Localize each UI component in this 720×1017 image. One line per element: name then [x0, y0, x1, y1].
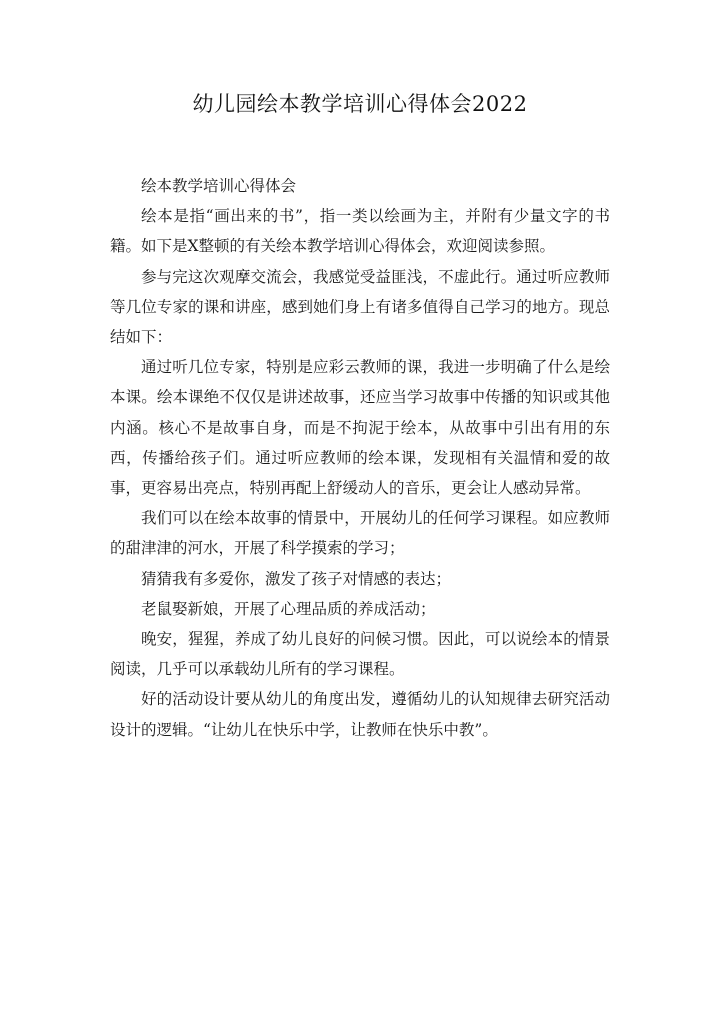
document-title: 幼儿园绘本教学培训心得体会2022: [192, 92, 528, 116]
document-body: [110, 171, 610, 745]
paragraph: 绘本是指“画出来的书”，指一类以绘画为主，并附有少量文字的书籍。如下是X整顿的有关绘本教学培训心得体会，欢迎阅读参照。: [110, 207, 610, 256]
paragraph: 好的活动设计要从幼儿的角度出发，遵循幼儿的认知规律去研究活动设计的逻辑。“让幼儿在快乐中学，让教师在快乐中教”。: [110, 690, 610, 739]
paragraph: 晚安，猩猩，养成了幼儿良好的问候习惯。因此，可以说绘本的情景阅读，几乎可以承载幼儿所有的学习课程。: [110, 630, 610, 679]
paragraph: 参与完这次观摩交流会，我感觉受益匪浅，不虚此行。通过听应教师等几位专家的课和讲座，感到她们身上有诸多值得自己学习的地方。现总结如下：: [110, 267, 610, 347]
paragraph-subtitle: 绘本教学培训心得体会: [141, 177, 297, 195]
paragraph: 老鼠娶新娘，开展了心理品质的养成活动；: [141, 599, 436, 618]
paragraph: 我们可以在绘本故事的情景中，开展幼儿的任何学习课程。如应教师的甜津津的河水，开展了科学摸索的学习；: [110, 509, 610, 558]
paragraph: 猜猜我有多爱你，激发了孩子对情感的表达；: [141, 569, 452, 588]
paragraph: 通过听几位专家，特别是应彩云教师的课，我进一步明确了什么是绘本课。绘本课绝不仅仅是讲述故事，还应当学习故事中传播的知识或其他内涵。核心不是故事自身，而是不拘泥于绘本，从故事中引出有用的东西，传播给孩子们。通过听应教师的绘本课，发现相有关温情和爱的故事，更容易出亮点，特别再配上舒缓动人的音乐，更会让人感动异常。: [110, 358, 610, 498]
